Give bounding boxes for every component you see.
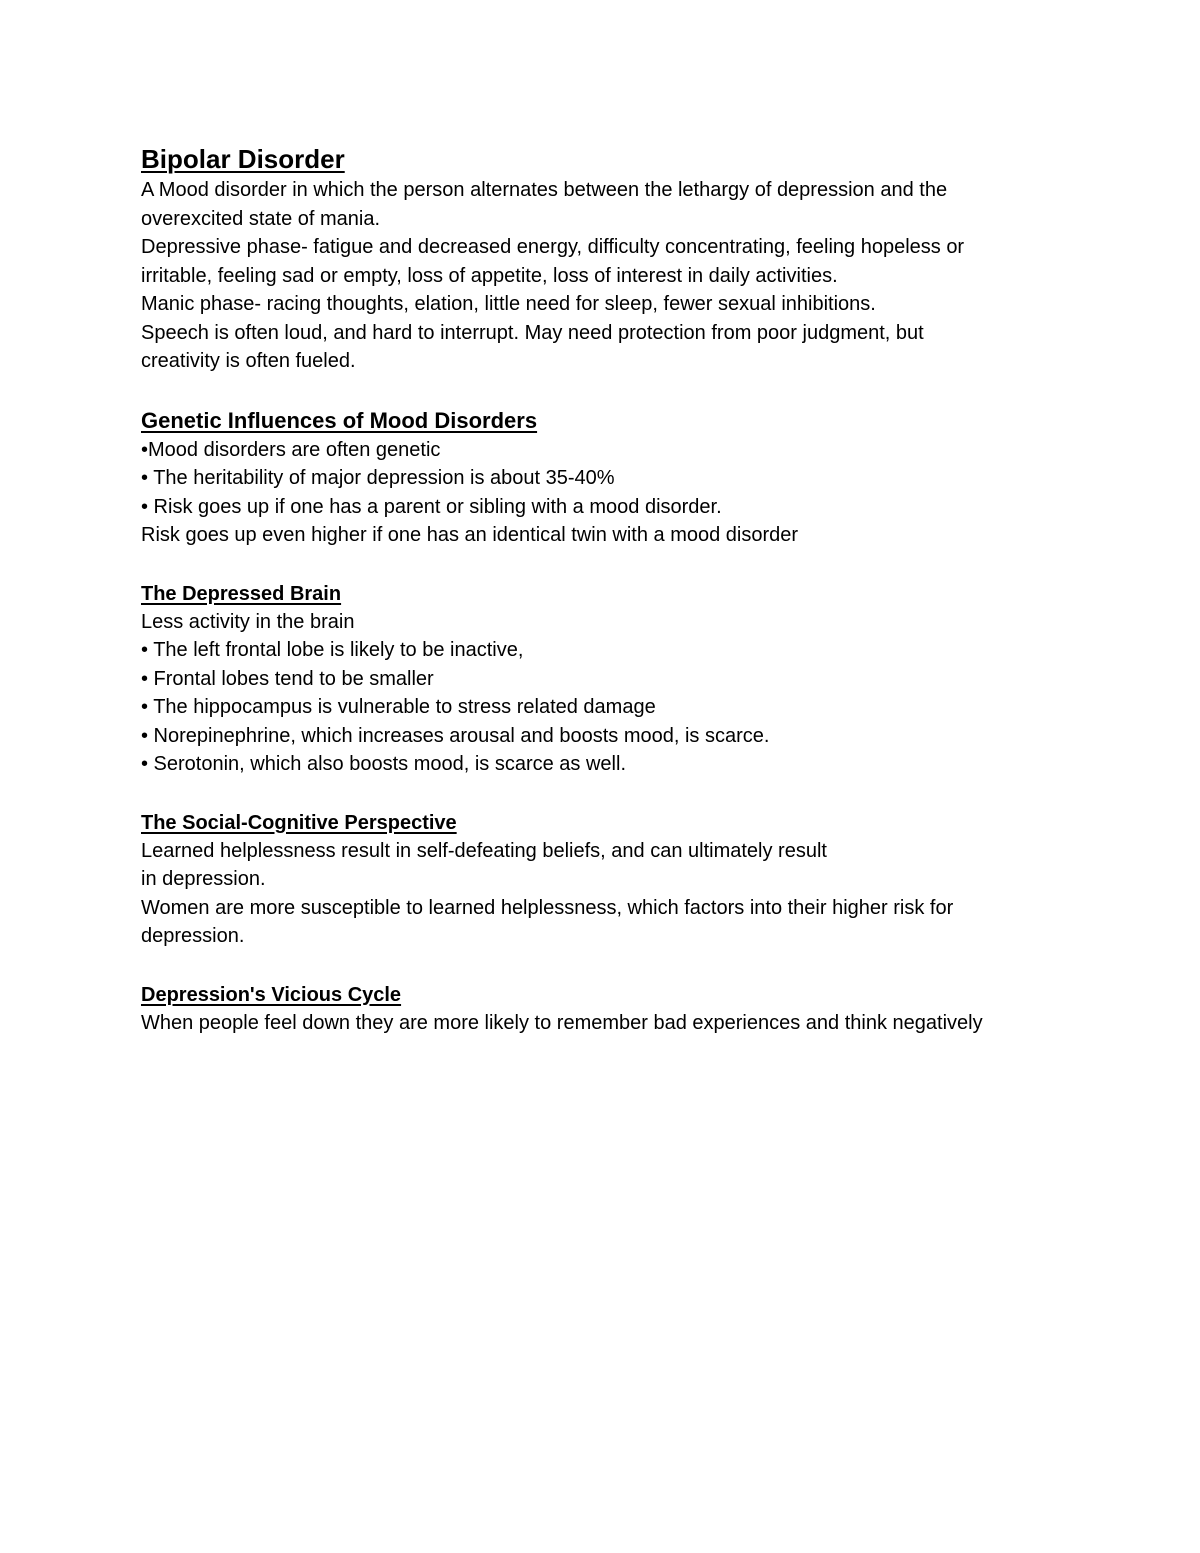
paragraph-line: When people feel down they are more likely to remember bad experiences and think negatively	[141, 1011, 983, 1034]
section-heading-bipolar-disorder: Bipolar Disorder	[141, 144, 345, 174]
list-item: •Mood disorders are often genetic	[141, 438, 441, 461]
section-spacer	[141, 779, 1061, 809]
list-item: • Frontal lobes tend to be smaller	[141, 667, 434, 690]
section-heading-genetic-influences: Genetic Influences of Mood Disorders	[141, 407, 538, 433]
section-heading-vicious-cycle: Depression's Vicious Cycle	[141, 983, 402, 1006]
section-heading-social-cognitive: The Social-Cognitive Perspective	[141, 811, 457, 834]
paragraph-line: depression.	[141, 925, 245, 947]
paragraph-line: irritable, feeling sad or empty, loss of appetite, loss of interest in daily activities.	[141, 264, 838, 287]
section-spacer	[141, 951, 1061, 981]
paragraph-line: Women are more susceptible to learned helplessness, which factors into their higher risk for	[141, 896, 954, 919]
list-item: • The left frontal lobe is likely to be inactive,	[141, 639, 524, 661]
paragraph-line: Less activity in the brain	[141, 610, 355, 633]
paragraph-line: Depressive phase- fatigue and decreased energy, difficulty concentrating, feeling hopeless or	[141, 236, 965, 258]
list-item: • The hippocampus is vulnerable to stress related damage	[141, 696, 656, 718]
section-heading-depressed-brain: The Depressed Brain	[141, 582, 342, 605]
list-item: • Norepinephrine, which increases arousal and boosts mood, is scarce.	[141, 724, 770, 747]
paragraph-line: Manic phase- racing thoughts, elation, little need for sleep, fewer sexual inhibitions.	[141, 293, 876, 315]
paragraph-line: Learned helplessness result in self-defeating beliefs, and can ultimately result	[141, 839, 827, 862]
section-spacer	[141, 376, 1061, 406]
paragraph-line: in depression.	[141, 868, 266, 890]
paragraph-line: A Mood disorder in which the person alternates between the lethargy of depression and the	[141, 179, 948, 201]
list-item: • Risk goes up if one has a parent or sibling with a mood disorder.	[141, 495, 722, 518]
paragraph-line: creativity is often fueled.	[141, 350, 356, 372]
paragraph-line: Risk goes up even higher if one has an identical twin with a mood disorder	[141, 524, 799, 546]
list-item: • The heritability of major depression is about 35-40%	[141, 467, 615, 489]
section-spacer	[141, 550, 1061, 580]
paragraph-line: Speech is often loud, and hard to interrupt. May need protection from poor judgment, but	[141, 321, 924, 344]
paragraph-line: overexcited state of mania.	[141, 207, 381, 230]
list-item: • Serotonin, which also boosts mood, is scarce as well.	[141, 753, 626, 775]
document-content	[141, 142, 1061, 1037]
